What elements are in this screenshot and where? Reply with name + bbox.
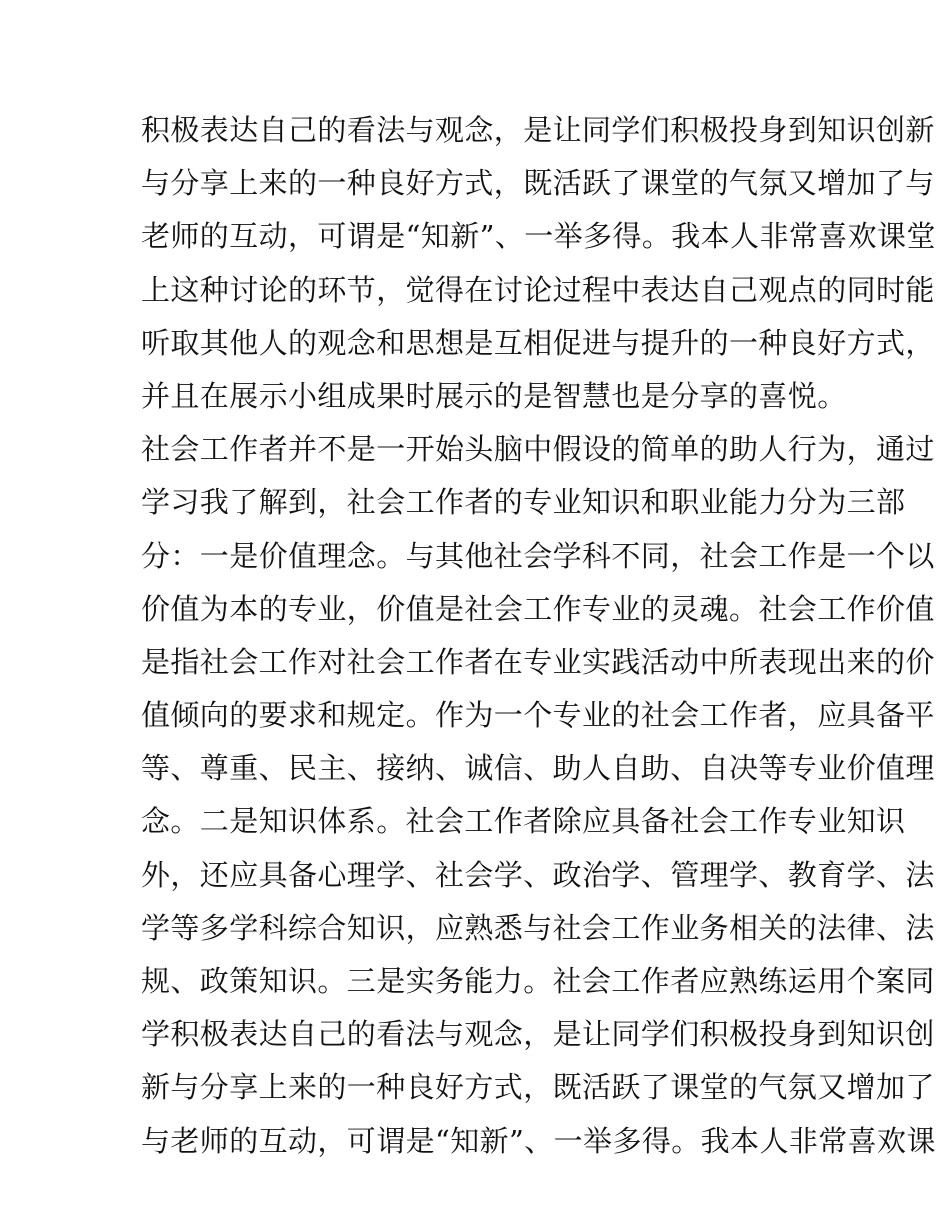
text-line: 学积极表达自己的看法与观念，是让同学们积极投身到知识创: [141, 1017, 935, 1052]
text-line: 是指社会工作对社会工作者在专业实践活动中所表现出来的价: [141, 644, 935, 679]
text-line: 新与分享上来的一种良好方式，既活跃了课堂的气氛又增加了: [141, 1070, 935, 1105]
text-line: 念。二是知识体系。社会工作者除应具备社会工作专业知识: [141, 804, 906, 839]
text-line: 外，还应具备心理学、社会学、政治学、管理学、教育学、法: [141, 857, 935, 892]
text-line: 与老师的互动，可谓是“知新”、一举多得。我本人非常喜欢课: [141, 1123, 936, 1158]
text-line: 值倾向的要求和规定。作为一个专业的社会工作者，应具备平: [141, 698, 935, 733]
text-line: 学习我了解到，社会工作者的专业知识和职业能力分为三部: [141, 485, 906, 520]
document-text-body: [141, 104, 936, 1168]
text-line: 并且在展示小组成果时展示的是智慧也是分享的喜悦。: [141, 378, 847, 413]
text-line: 听取其他人的观念和思想是互相促进与提升的一种良好方式，: [141, 325, 935, 360]
text-line: 积极表达自己的看法与观念，是让同学们积极投身到知识创新: [141, 113, 935, 147]
text-line: 社会工作者并不是一开始头脑中假设的简单的助人行为，通过: [141, 432, 935, 467]
text-line: 学等多学科综合知识，应熟悉与社会工作业务相关的法律、法: [141, 910, 935, 945]
text-line: 上这种讨论的环节，觉得在讨论过程中表达自己观点的同时能: [141, 272, 935, 307]
text-line: 等、尊重、民主、接纳、诚信、助人自助、自决等专业价值理: [141, 751, 935, 786]
text-line: 价值为本的专业，价值是社会工作专业的灵魂。社会工作价值: [141, 591, 935, 626]
text-line: 与分享上来的一种良好方式，既活跃了课堂的气氛又增加了与: [141, 166, 935, 201]
text-line: 分：一是价值理念。与其他社会学科不同，社会工作是一个以: [141, 538, 935, 573]
text-line: 规、政策知识。三是实务能力。社会工作者应熟练运用个案同: [141, 964, 935, 998]
text-line: 老师的互动，可谓是“知新”、一举多得。我本人非常喜欢课堂: [141, 219, 936, 254]
